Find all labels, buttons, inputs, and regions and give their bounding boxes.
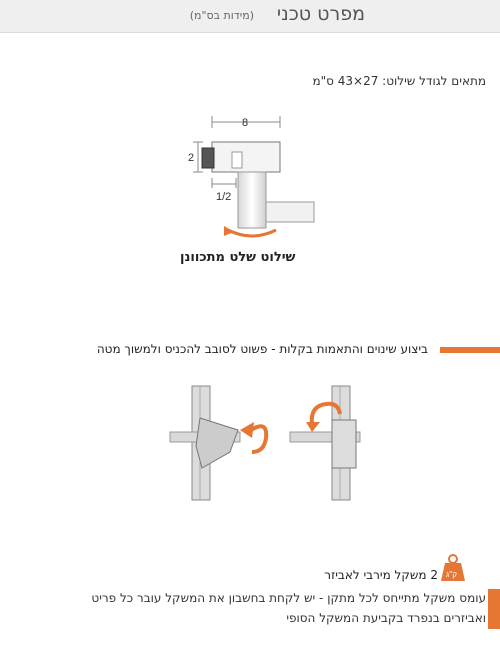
rotate-insert-illustration xyxy=(160,380,380,510)
page-header xyxy=(0,0,500,33)
weight-note-line1: עומס משקל מתייחס לכל מתקן - יש לקחת בחשבון את המשקל עובר כל פריט xyxy=(91,591,486,605)
offset-label: 1/2 xyxy=(216,191,232,203)
max-weight-label: 2 משקל מירבי לאביזר xyxy=(324,568,438,582)
page-title: מפרט טכני xyxy=(276,3,365,25)
page-subtitle: (מידות בס"מ) xyxy=(189,9,254,22)
weight-icon-text: ק"ג xyxy=(446,570,457,579)
diagram-caption: שילוט שלט מתכוונן xyxy=(180,250,296,265)
weight-icon xyxy=(441,553,465,583)
weight-note-line2: ואביזרים בנפרד בקביעת המשקל הסופי xyxy=(286,611,486,625)
holder-dimension-diagram xyxy=(180,108,320,248)
height-label: 2 xyxy=(188,152,195,164)
sign-size-spec: מתאים לגודל שילוט: 27×43 ס"מ xyxy=(312,74,486,88)
section-title: ביצוע שינוים והתאמות בקלות - פשוט לסובב להכניס ולמשוך מטה xyxy=(96,342,428,356)
note-accent-bar xyxy=(488,589,500,629)
section-accent-bar xyxy=(440,347,500,353)
width-label: 8 xyxy=(242,117,249,129)
